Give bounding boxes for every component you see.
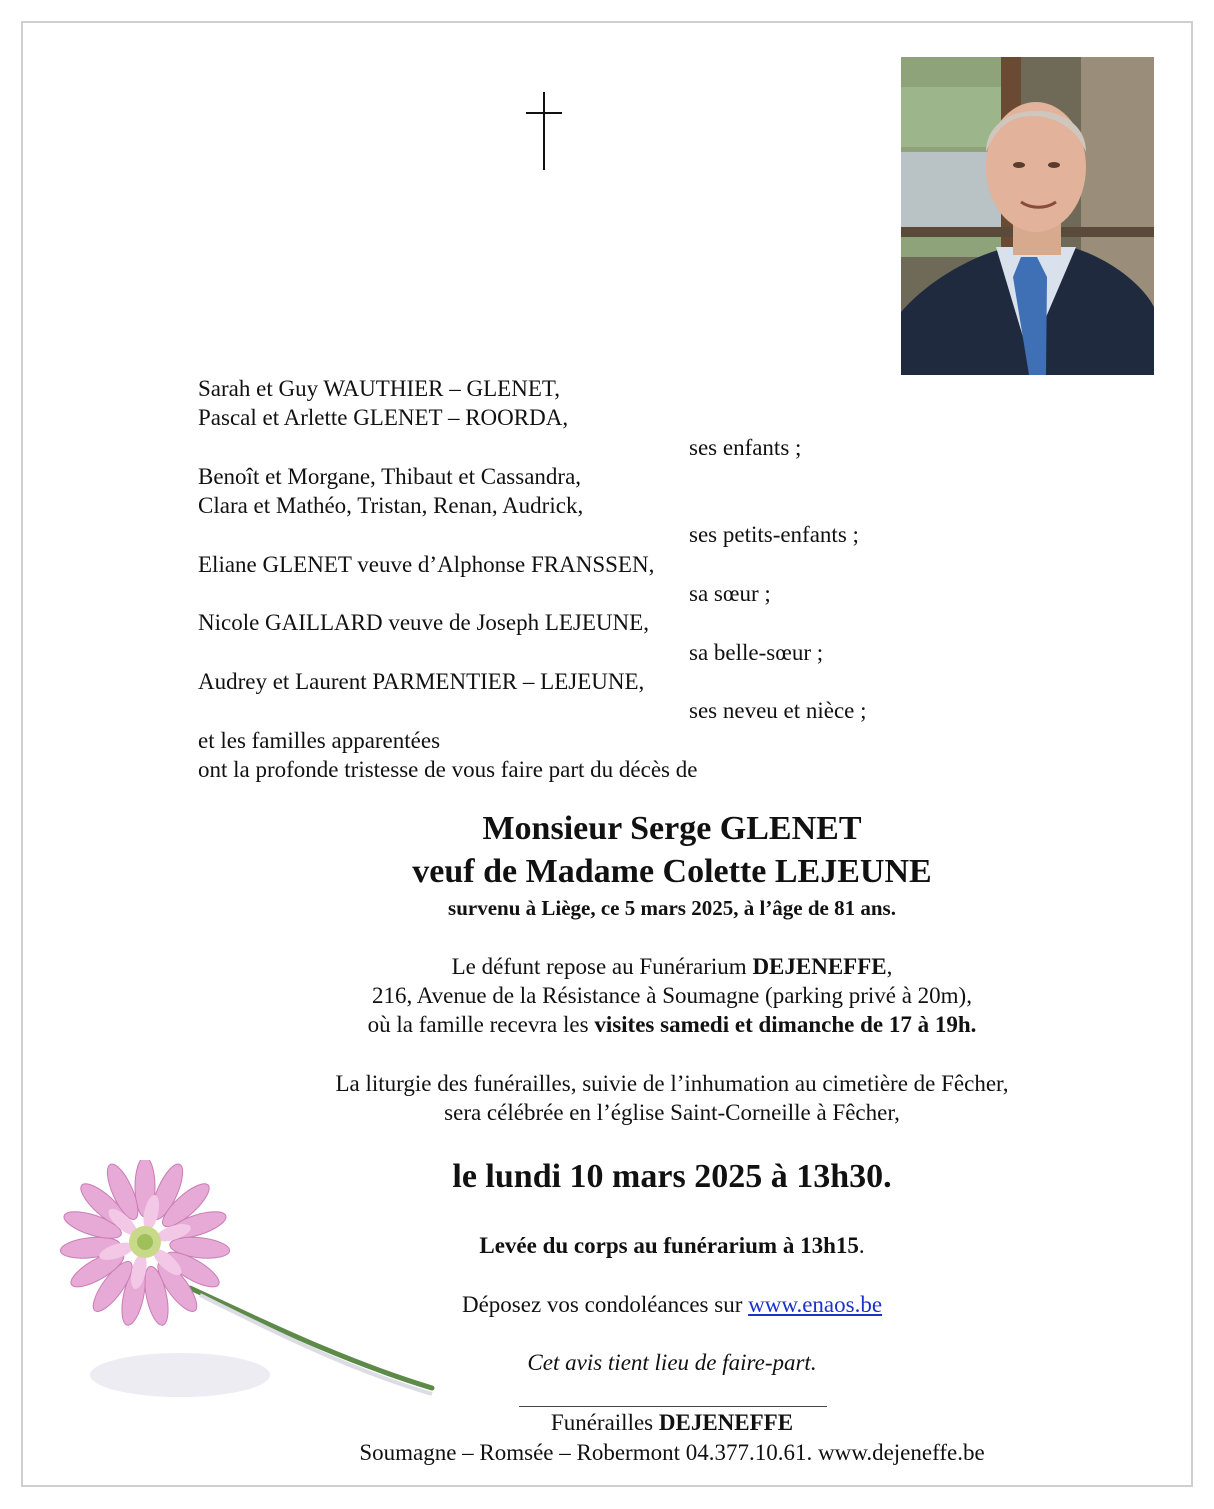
portrait-photo — [901, 57, 1154, 375]
condolences-line: Déposez vos condoléances sur www.enaos.be — [461, 1292, 883, 1317]
family-line: et les familles apparentées — [198, 727, 441, 753]
family-line: Pascal et Arlette GLENET – ROORDA, — [198, 405, 569, 431]
relation-label: sa sœur ; — [689, 581, 771, 607]
widower-line: veuf de Madame Colette LEJEUNE — [412, 853, 932, 890]
deceased-name: Monsieur Serge GLENET — [482, 810, 862, 847]
rest-line-2: 216, Avenue de la Résistance à Soumagne (parking privé à 20m), — [372, 983, 972, 1008]
cross-icon — [526, 92, 562, 170]
family-line: ont la profonde tristesse de vous faire part du décès de — [198, 756, 698, 782]
family-line: Sarah et Guy WAUTHIER – GLENET, — [198, 376, 560, 401]
funeral-home-name: Funérailles DEJENEFFE — [550, 1410, 794, 1435]
relation-label: ses neveu et nièce ; — [689, 698, 867, 724]
notice-line: Cet avis tient lieu de faire-part. — [527, 1350, 817, 1375]
funeral-date: le lundi 10 mars 2025 à 13h30. — [452, 1158, 892, 1195]
death-details: survenu à Liège, ce 5 mars 2025, à l’âge de 81 ans. — [448, 896, 896, 920]
rest-line-1: Le défunt repose au Funérarium DEJENEFFE, — [451, 954, 893, 979]
levee-line: Levée du corps au funérarium à 13h15. — [479, 1233, 865, 1258]
family-line: Eliane GLENET veuve d’Alphonse FRANSSEN, — [198, 551, 655, 577]
family-line: Audrey et Laurent PARMENTIER – LEJEUNE, — [198, 668, 645, 694]
family-line: Nicole GAILLARD veuve de Joseph LEJEUNE, — [198, 610, 649, 636]
family-line: Benoît et Morgane, Thibaut et Cassandra, — [198, 463, 582, 489]
relation-label: sa belle-sœur ; — [689, 639, 824, 665]
rest-line-3: où la famille recevra les visites samedi et dimanche de 17 à 19h. — [367, 1012, 977, 1037]
funeral-home-contact: Soumagne – Romsée – Robermont 04.377.10.61. www.dejeneffe.be — [359, 1440, 985, 1465]
flower-icon — [60, 1160, 460, 1420]
relation-label: ses petits-enfants ; — [689, 522, 859, 548]
condolences-link[interactable]: www.enaos.be — [748, 1292, 883, 1317]
liturgy-line-2: sera célébrée en l’église Saint-Corneille à Fêcher, — [444, 1100, 900, 1125]
divider — [519, 1406, 827, 1407]
family-line: Clara et Mathéo, Tristan, Renan, Audrick, — [198, 493, 584, 519]
relation-label: ses enfants ; — [689, 434, 802, 460]
liturgy-line-1: La liturgie des funérailles, suivie de l’inhumation au cimetière de Fêcher, — [335, 1071, 1009, 1096]
family-list — [198, 374, 958, 784]
